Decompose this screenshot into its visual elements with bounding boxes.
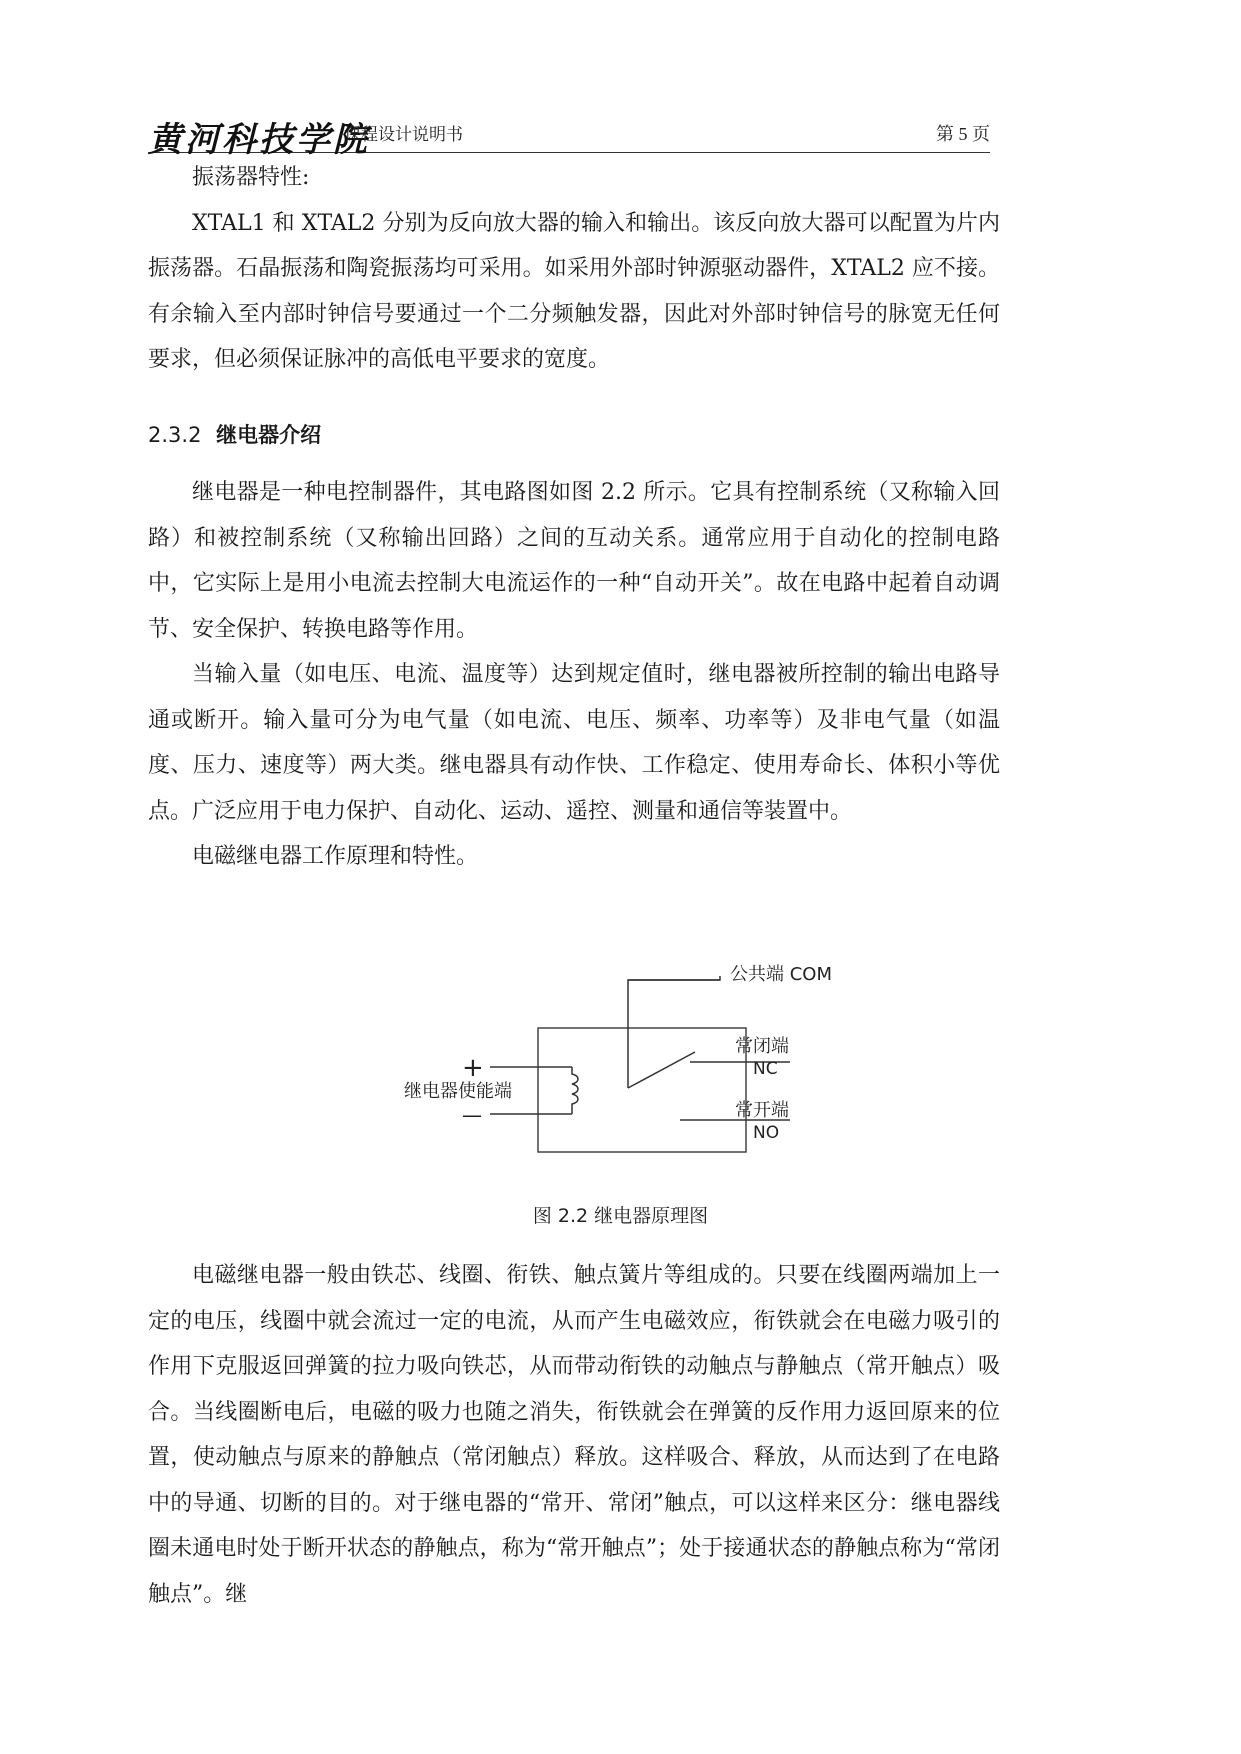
paragraph: 电磁继电器工作原理和特性。 <box>192 844 479 869</box>
label-enable: 继电器使能端 <box>404 1081 512 1102</box>
relay-box <box>538 1028 746 1152</box>
page-number: 第 5 页 <box>936 124 990 144</box>
section-title: 继电器介绍 <box>216 423 322 447</box>
paragraph: 电磁继电器一般由铁芯、线圈、衔铁、触点簧片等组成的。只要在线圈两端加上一定的电压，线圈中就会流过一定的电流，从而产生电磁效应，衔铁就会在电磁力吸引的作用下克服返回弹簧的拉力吸向铁芯，从而带动衔铁的动触点与静触点（常开触点）吸合。当线圈断电后，电磁的吸力也随之消失，衔铁就会在弹簧的反作用力返回原来的位置，使动触点与原来的静触点（常闭触点）释放。这样吸合、释放，从而达到了在电路中的导通、切断的目的。对于继电器的“常开、常闭”触点，可以这样来区分：继电器线圈未通电时处于断开状态的静触点，称为“常开触点”；处于接通状态的静触点称为“常闭触点”。继 <box>148 1263 1000 1607</box>
label-minus: — <box>462 1103 482 1127</box>
section-oscillator <box>148 155 1000 383</box>
page-header <box>148 110 990 160</box>
label-nc-1: 常闭端 <box>735 1036 789 1057</box>
paragraph: 振荡器特性: <box>192 165 310 190</box>
label-no-2: NO <box>753 1123 780 1143</box>
paragraph: 继电器是一种电控制器件，其电路图如图 2.2 所示。它具有控制系统（又称输入回路）和被控制系统（又称输出回路）之间的互动关系。通常应用于自动化的控制电路中，它实际上是用小电流去控制大电流运作的一种“自动开关”。故在电路中起着自动调节、安全保护、转换电路等作用。 <box>148 480 1000 642</box>
header-subtitle: 课程设计说明书 <box>344 125 463 145</box>
section-number: 2.3.2 <box>148 423 202 447</box>
label-no-1: 常开端 <box>735 1100 789 1121</box>
figure-caption: 图 2.2 继电器原理图 <box>532 1205 709 1227</box>
section-heading <box>148 419 321 449</box>
label-plus: + <box>462 1053 484 1083</box>
section-relay-principle <box>148 1253 1000 1617</box>
label-com: 公共端 COM <box>730 964 832 985</box>
section-relay-intro <box>148 470 1000 880</box>
switch-arm <box>628 1052 695 1088</box>
coil <box>572 1067 578 1114</box>
paragraph: XTAL1 和 XTAL2 分别为反向放大器的输入和输出。该反向放大器可以配置为片内振荡器。石晶振荡和陶瓷振荡均可采用。如采用外部时钟源驱动器件，XTAL2 应不接。有余输入至内部时钟信号要通过一个二分频触发器，因此对外部时钟信号的脉宽无任何要求，但必须保证脉冲的高低电平要求的宽度。 <box>148 210 1000 372</box>
relay-diagram <box>390 940 870 1170</box>
label-nc-2: NC <box>753 1059 778 1079</box>
paragraph: 当输入量（如电压、电流、温度等）达到规定值时，继电器被所控制的输出电路导通或断开。输入量可分为电气量（如电流、电压、频率、功率等）及非电气量（如温度、压力、速度等）两大类。继电器具有动作快、工作稳定、使用寿命长、体积小等优点。广泛应用于电力保护、自动化、运动、遥控、测量和通信等装置中。 <box>148 662 1000 824</box>
com-wire <box>628 976 720 1088</box>
school-logo: 黄河科技学院 <box>148 120 370 160</box>
